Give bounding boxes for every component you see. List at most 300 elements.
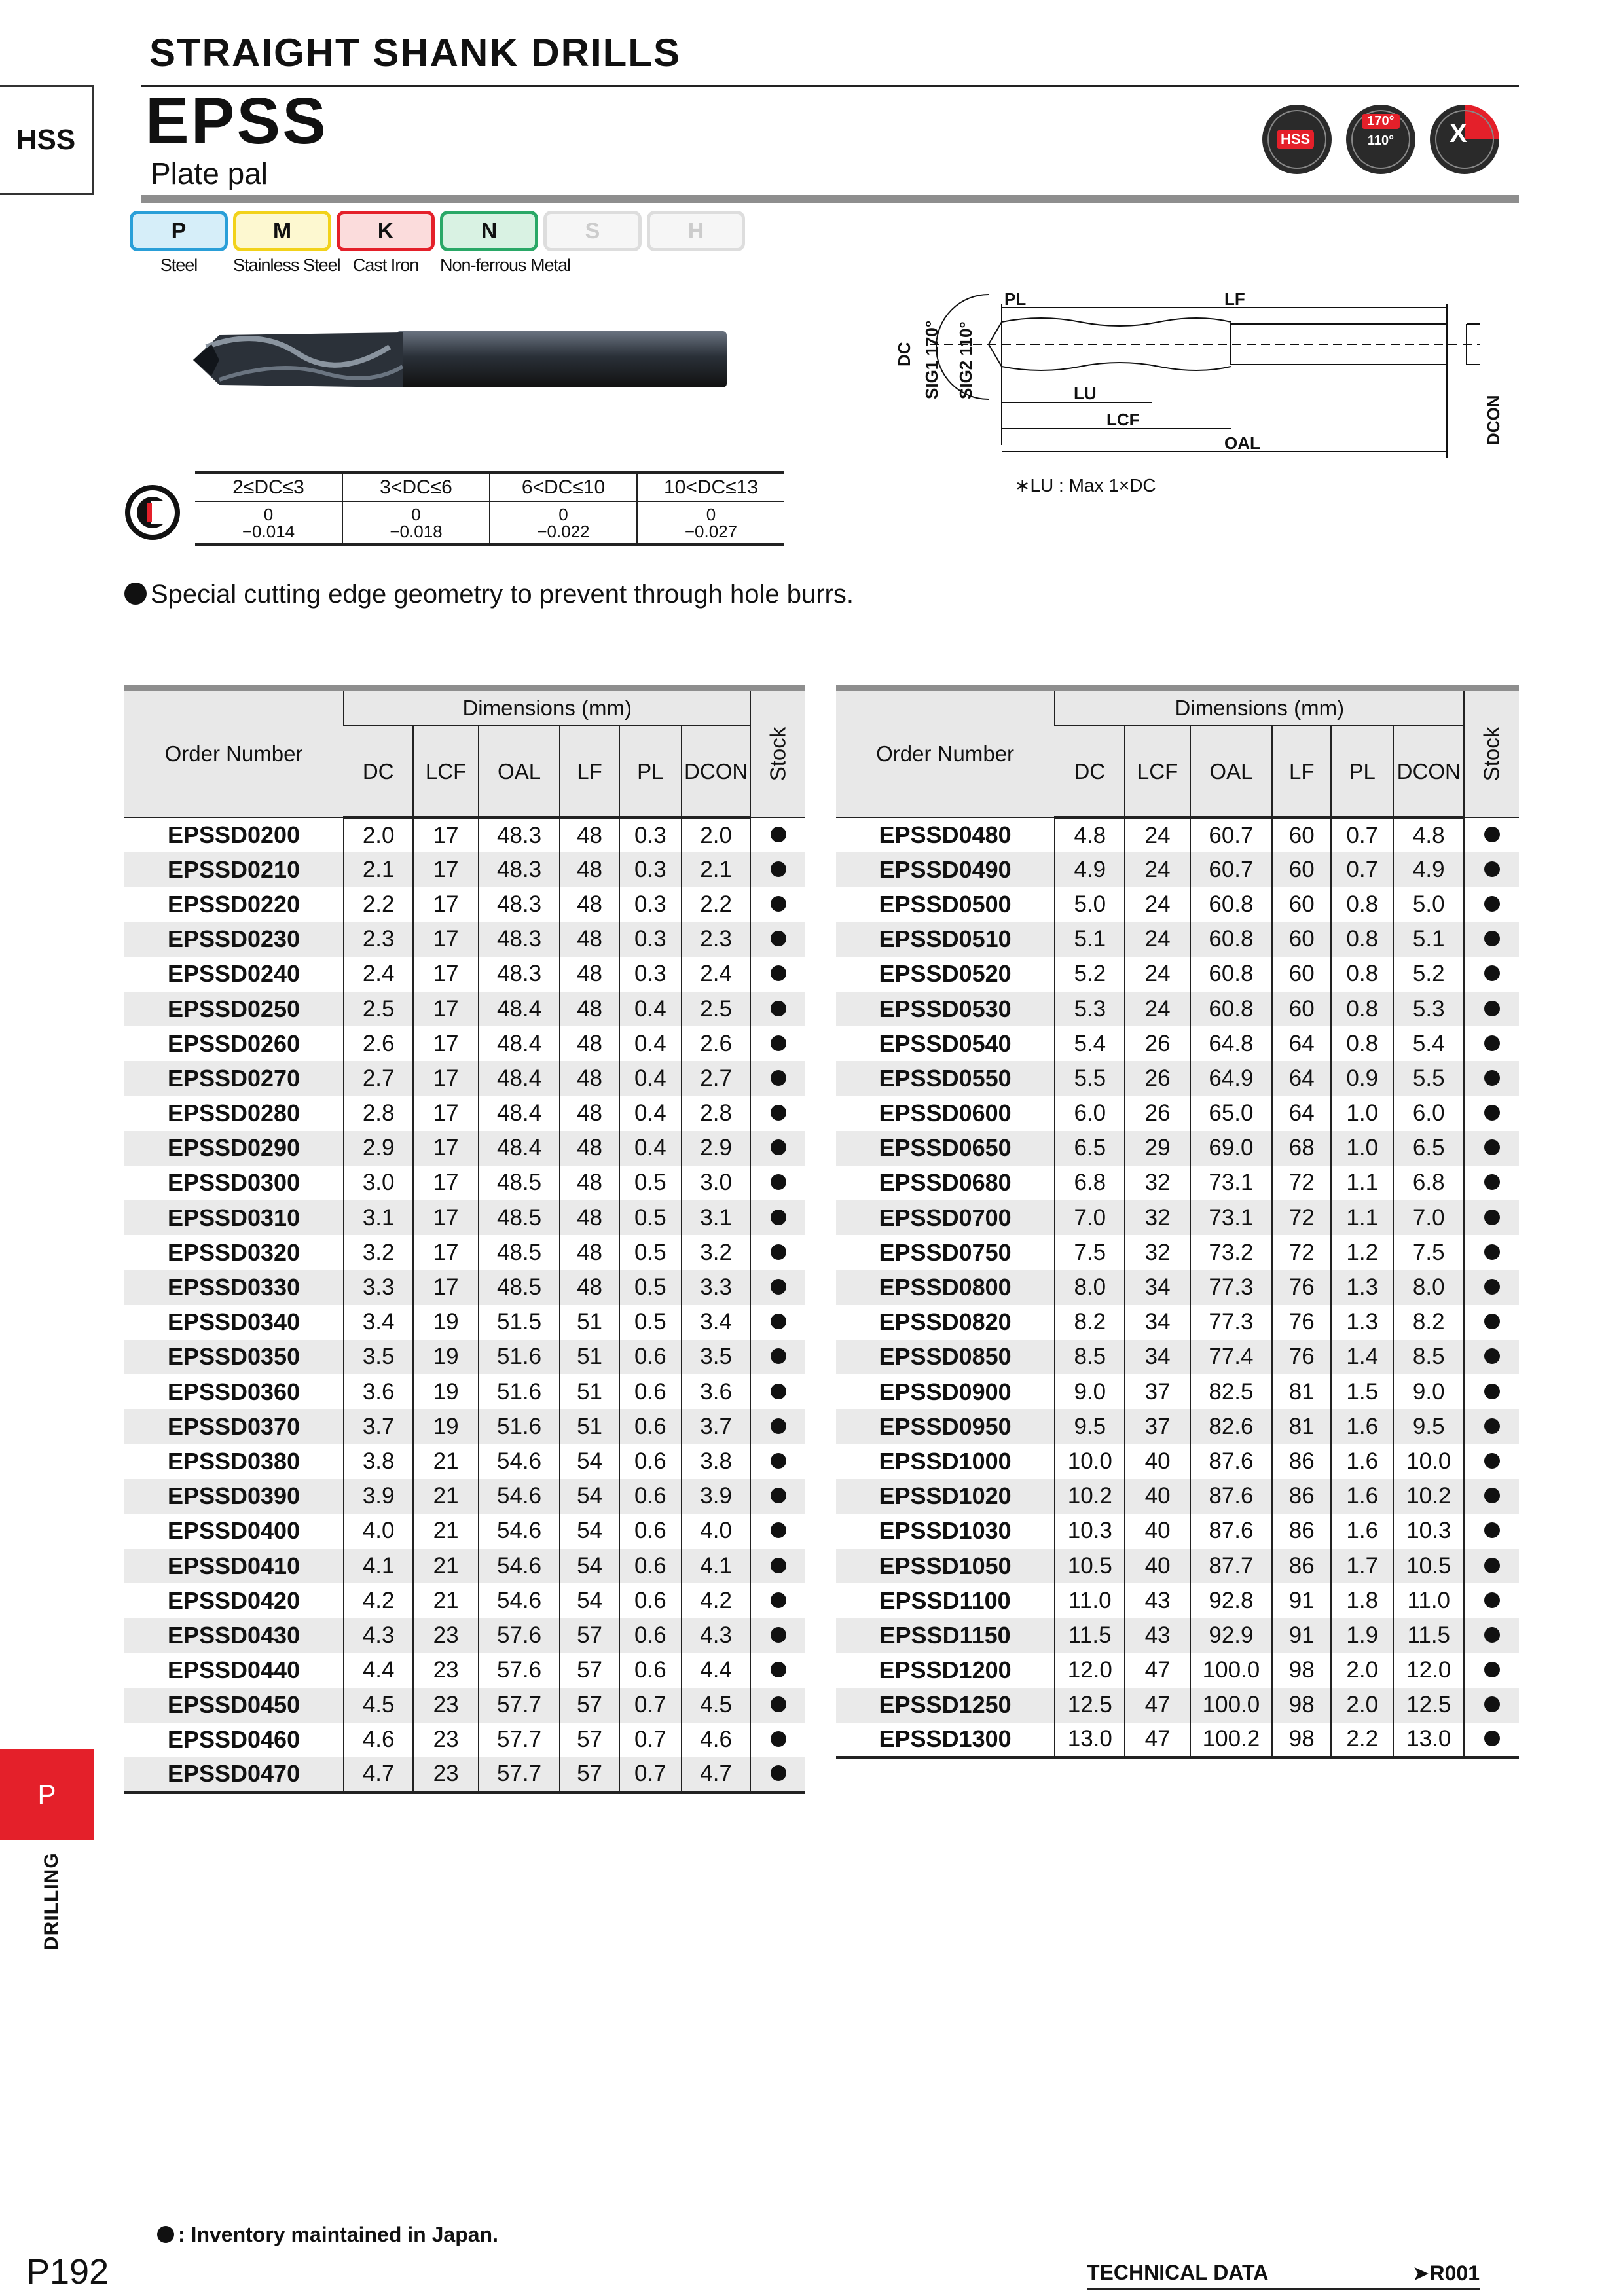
dc-value: 5.0 [1055,887,1125,922]
stock-cell [1464,1514,1519,1549]
order-number: EPSSD0750 [879,1238,1012,1266]
oal-value: 60.8 [1190,992,1272,1026]
lcf-value: 21 [413,1583,479,1618]
stock-cell [1464,992,1519,1026]
in-stock-dot-icon [1484,1592,1500,1608]
dc-value: 5.2 [1055,957,1125,992]
pl-value: 0.3 [619,852,682,887]
stock-cell [750,1096,805,1131]
pl-value: 0.8 [1331,1026,1393,1061]
pl-value: 0.6 [619,1514,682,1549]
dcon-value: 10.0 [1393,1444,1464,1479]
table-row [836,957,1519,992]
dc-value: 5.1 [1055,922,1125,957]
pl-value: 0.6 [619,1549,682,1583]
in-stock-dot-icon [771,1314,786,1329]
table-row [124,1235,805,1270]
dc-value: 10.5 [1055,1549,1125,1583]
stock-header [1464,688,1519,817]
in-stock-dot-icon [1484,1348,1500,1364]
dcon-value: 2.6 [682,1026,751,1061]
table-row [124,852,805,887]
col-dcon: DCON [1393,726,1464,817]
in-stock-dot-icon [1484,1210,1500,1225]
lf-value: 48 [560,1166,619,1200]
lcf-value: 43 [1125,1618,1190,1653]
lcf-value: 17 [413,992,479,1026]
pl-value: 1.1 [1331,1166,1393,1200]
lcf-value: 17 [413,887,479,922]
tolerance-value [637,501,784,545]
oal-value: 60.8 [1190,957,1272,992]
dcon-value: 8.0 [1393,1270,1464,1304]
tolerance-value [342,501,490,545]
lcf-value: 47 [1125,1688,1190,1723]
table-row [124,1131,805,1166]
dcon-value: 2.1 [682,852,751,887]
table-row [836,1200,1519,1235]
diagram-sig2: SIG2 110° [956,321,976,399]
order-number: EPSSD1150 [836,1618,1055,1653]
pl-value: 1.2 [1331,1235,1393,1270]
table-row [836,1305,1519,1340]
col-lf: LF [560,726,619,817]
pl-value: 1.3 [1331,1270,1393,1304]
oal-value: 69.0 [1190,1131,1272,1166]
stock-cell [750,1131,805,1166]
lcf-value: 17 [413,1270,479,1304]
table-row [124,1653,805,1688]
dc-value: 3.0 [344,1166,413,1200]
stock-cell [1464,817,1519,852]
tolerance-upper: 0 [706,504,716,524]
lf-value: 51 [560,1340,619,1374]
lf-value: 68 [1272,1131,1331,1166]
dcon-value: 4.7 [682,1757,751,1792]
category-title: STRAIGHT SHANK DRILLS [149,31,681,75]
pl-value: 0.8 [1331,957,1393,992]
material-code: P [130,211,228,251]
pl-value: 1.7 [1331,1549,1393,1583]
stock-cell [1464,1166,1519,1200]
in-stock-dot-icon [1484,1384,1500,1399]
dcon-value: 11.0 [1393,1583,1464,1618]
order-number: EPSSD1020 [836,1479,1055,1514]
lf-value: 64 [1272,1096,1331,1131]
title-rule [141,85,1519,87]
dc-value: 2.7 [344,1061,413,1096]
lcf-value: 32 [1125,1235,1190,1270]
dc-value: 4.2 [344,1583,413,1618]
dimensions-header: Dimensions (mm) [344,688,750,726]
dcon-value: 8.2 [1393,1305,1464,1340]
table-row [124,992,805,1026]
stock-cell [1464,1305,1519,1340]
pl-value: 0.6 [619,1618,682,1653]
dcon-value: 3.3 [682,1270,751,1304]
order-number: EPSSD0650 [836,1131,1055,1166]
in-stock-dot-icon [1484,1731,1500,1746]
dcon-value: 3.0 [682,1166,751,1200]
order-number: EPSSD0390 [124,1479,344,1514]
oal-value: 54.6 [479,1444,560,1479]
material-k [337,211,435,276]
diagram-lu: LU [1074,384,1097,403]
pl-value: 0.7 [619,1757,682,1792]
lcf-value: 23 [413,1757,479,1792]
in-stock-dot-icon [1484,1314,1500,1329]
table-row [836,1514,1519,1549]
stock-cell [750,1340,805,1374]
material-m [233,211,340,276]
order-number: EPSSD0950 [836,1409,1055,1444]
dc-value: 12.5 [1055,1688,1125,1723]
pl-value: 1.4 [1331,1340,1393,1374]
dc-value: 2.6 [344,1026,413,1061]
order-number: EPSSD0850 [836,1340,1055,1374]
table-row [836,1270,1519,1304]
lf-value: 98 [1272,1688,1331,1723]
in-stock-dot-icon [771,1731,786,1747]
dcon-value: 3.4 [682,1305,751,1340]
table-row [124,1409,805,1444]
dcon-value: 9.5 [1393,1409,1464,1444]
oal-value: 65.0 [1190,1096,1272,1131]
in-stock-dot-icon [771,1418,786,1434]
technical-data-link[interactable] [1087,2261,1480,2290]
stock-cell [750,1305,805,1340]
stock-cell [1464,1340,1519,1374]
stock-cell [1464,1235,1519,1270]
lf-value: 48 [560,1026,619,1061]
dcon-value: 5.2 [1393,957,1464,992]
stock-cell [750,1757,805,1792]
in-stock-dot-icon [771,1348,786,1364]
order-number: EPSSD0800 [836,1270,1055,1304]
order-number: EPSSD0230 [124,922,344,957]
dc-value: 4.9 [1055,852,1125,887]
dcon-value: 10.5 [1393,1549,1464,1583]
lcf-value: 17 [413,852,479,887]
product-table-right [836,685,1519,1759]
dcon-value: 3.1 [682,1200,751,1235]
dc-value: 4.6 [344,1723,413,1757]
material-label: Stainless Steel [233,255,340,275]
stock-cell [1464,957,1519,992]
dcon-value: 12.5 [1393,1688,1464,1723]
dcon-value: 6.5 [1393,1131,1464,1166]
oal-value: 64.9 [1190,1061,1272,1096]
dcon-value: 4.8 [1393,817,1464,852]
pl-value: 1.0 [1331,1131,1393,1166]
oal-value: 48.5 [479,1166,560,1200]
stock-cell [1464,852,1519,887]
lf-value: 86 [1272,1549,1331,1583]
lf-value: 72 [1272,1235,1331,1270]
stock-cell [1464,1583,1519,1618]
lf-value: 60 [1272,992,1331,1026]
order-number-header: Order Number [124,688,344,817]
in-stock-dot-icon [1484,1558,1500,1573]
table-row [124,1479,805,1514]
dc-value: 8.0 [1055,1270,1125,1304]
oal-value: 73.1 [1190,1200,1272,1235]
dc-value: 11.0 [1055,1583,1125,1618]
oal-value: 87.6 [1190,1444,1272,1479]
lcf-value: 26 [1125,1026,1190,1061]
oal-value: 60.8 [1190,887,1272,922]
material-code: N [440,211,538,251]
dcon-value: 10.2 [1393,1479,1464,1514]
lf-value: 51 [560,1374,619,1409]
oal-value: 87.6 [1190,1479,1272,1514]
lcf-value: 40 [1125,1549,1190,1583]
diagram-dcon: DCON [1484,395,1503,445]
point-angle-icon [1346,105,1415,174]
lf-value: 57 [560,1688,619,1723]
table-row [836,1479,1519,1514]
lf-value: 54 [560,1444,619,1479]
lf-value: 86 [1272,1514,1331,1549]
stock-cell [750,1061,805,1096]
in-stock-dot-icon [771,1035,786,1051]
tolerance-value [490,501,637,545]
lcf-value: 40 [1125,1479,1190,1514]
lf-value: 48 [560,957,619,992]
stock-cell [750,1444,805,1479]
oal-value: 51.5 [479,1305,560,1340]
order-number: EPSSD0400 [167,1517,301,1545]
dc-value: 2.3 [344,922,413,957]
stock-cell [1464,1409,1519,1444]
diagram-pl: PL [1004,289,1027,309]
dc-value: 13.0 [1055,1723,1125,1757]
table-row [124,1026,805,1061]
lf-value: 48 [560,1270,619,1304]
lf-value: 48 [560,1235,619,1270]
stock-cell [1464,1374,1519,1409]
lcf-value: 34 [1125,1270,1190,1304]
lcf-value: 24 [1125,887,1190,922]
order-number: EPSSD0490 [836,852,1055,887]
oal-value: 48.5 [479,1235,560,1270]
stock-cell [750,1618,805,1653]
order-number: EPSSD0250 [124,992,344,1026]
order-number: EPSSD0480 [879,821,1012,849]
dc-value: 3.6 [344,1374,413,1409]
feature-note [124,580,854,609]
dcon-value: 5.3 [1393,992,1464,1026]
dcon-value: 3.6 [682,1374,751,1409]
order-number: EPSSD0290 [124,1131,344,1166]
table-row [836,1723,1519,1757]
order-number: EPSSD0360 [167,1378,301,1405]
tolerance-lower: −0.014 [242,521,295,541]
dcon-value: 2.5 [682,992,751,1026]
pl-value: 1.6 [1331,1479,1393,1514]
in-stock-dot-icon [771,931,786,946]
material-label: Steel [160,255,198,275]
in-stock-dot-icon [771,1627,786,1643]
dc-value: 6.0 [1055,1096,1125,1131]
lcf-value: 24 [1125,852,1190,887]
pl-value: 1.9 [1331,1618,1393,1653]
dc-value: 6.8 [1055,1166,1125,1200]
order-number: EPSSD0500 [879,890,1012,918]
lf-value: 54 [560,1549,619,1583]
in-stock-dot-icon [1484,1035,1500,1051]
tolerance-upper: 0 [558,504,568,524]
stock-cell [750,1374,805,1409]
stock-cell [750,1514,805,1549]
lf-value: 57 [560,1618,619,1653]
pl-value: 0.4 [619,992,682,1026]
material-n [440,211,571,276]
lf-value: 76 [1272,1305,1331,1340]
stock-dot-icon [157,2226,174,2243]
order-number: EPSSD1100 [879,1587,1011,1614]
series-subtitle: Plate pal [151,156,268,190]
oal-value: 100.0 [1190,1688,1272,1723]
oal-value: 77.4 [1190,1340,1272,1374]
lcf-value: 17 [413,1096,479,1131]
pl-value: 1.6 [1331,1514,1393,1549]
table-row [836,1061,1519,1096]
pl-value: 0.3 [619,957,682,992]
lcf-value: 19 [413,1340,479,1374]
stock-cell [1464,1618,1519,1653]
pl-value: 0.6 [619,1340,682,1374]
table-row [836,1096,1519,1131]
tolerance-upper: 0 [263,504,274,524]
lcf-value: 19 [413,1374,479,1409]
diagram-lcf: LCF [1106,410,1140,429]
table-row [124,1583,805,1618]
col-dc: DC [344,726,413,817]
oal-value: 87.6 [1190,1514,1272,1549]
lf-value: 51 [560,1409,619,1444]
lf-value: 48 [560,992,619,1026]
in-stock-dot-icon [771,1279,786,1295]
lf-value: 91 [1272,1618,1331,1653]
pl-value: 0.6 [619,1479,682,1514]
dc-value: 4.3 [344,1618,413,1653]
oal-value: 60.7 [1190,852,1272,887]
oal-value: 57.7 [479,1723,560,1757]
in-stock-dot-icon [771,1765,786,1781]
header-bar [141,195,1519,203]
in-stock-dot-icon [771,1210,786,1225]
pl-value: 0.4 [619,1026,682,1061]
lf-value: 72 [1272,1166,1331,1200]
dc-value: 4.4 [344,1653,413,1688]
table-row [124,1549,805,1583]
in-stock-dot-icon [1484,1139,1500,1155]
pl-value: 0.5 [619,1305,682,1340]
lf-value: 48 [560,1061,619,1096]
dcon-value: 3.2 [682,1235,751,1270]
drill-product-image [180,321,730,399]
section-tab-p[interactable]: P [0,1749,94,1840]
in-stock-dot-icon [771,1592,786,1608]
oal-value: 48.3 [479,887,560,922]
oal-value: 73.2 [1190,1235,1272,1270]
lcf-value: 43 [1125,1583,1190,1618]
tolerance-table [195,471,784,546]
order-number: EPSSD0820 [879,1308,1012,1336]
tech-ref[interactable]: ➤R001 [1412,2261,1480,2285]
pl-value: 0.3 [619,922,682,957]
tech-label: TECHNICAL DATA [1087,2261,1269,2284]
oal-value: 57.6 [479,1653,560,1688]
lcf-value: 32 [1125,1200,1190,1235]
lf-value: 86 [1272,1479,1331,1514]
dcon-value: 2.4 [682,957,751,992]
in-stock-dot-icon [1484,965,1500,981]
table-row [836,922,1519,957]
order-number: EPSSD0370 [124,1409,344,1444]
lcf-value: 32 [1125,1166,1190,1200]
lf-value: 57 [560,1723,619,1757]
lcf-value: 24 [1125,922,1190,957]
lcf-value: 17 [413,1061,479,1096]
lf-value: 98 [1272,1723,1331,1757]
lf-value: 48 [560,887,619,922]
table-row [836,992,1519,1026]
dc-value: 2.5 [344,992,413,1026]
in-stock-dot-icon [771,1001,786,1016]
dcon-value: 3.8 [682,1444,751,1479]
dc-value: 7.5 [1055,1235,1125,1270]
col-pl: PL [619,726,682,817]
dcon-value: 4.5 [682,1688,751,1723]
pl-value: 0.4 [619,1061,682,1096]
section-label-drilling: DRILLING [41,1852,62,1950]
lf-value: 60 [1272,922,1331,957]
lf-value: 48 [560,1096,619,1131]
tolerance-range: 3<DC≤6 [342,473,490,501]
oal-value: 51.6 [479,1409,560,1444]
in-stock-dot-icon [1484,1244,1500,1260]
lf-value: 51 [560,1305,619,1340]
dcon-value: 2.7 [682,1061,751,1096]
stock-cell [1464,1096,1519,1131]
in-stock-dot-icon [771,1696,786,1712]
hss-badge-label: HSS [1277,130,1314,149]
stock-cell [750,1653,805,1688]
col-lcf: LCF [1125,726,1190,817]
pl-value: 0.6 [619,1374,682,1409]
in-stock-dot-icon [771,827,786,842]
dc-value: 3.7 [344,1409,413,1444]
in-stock-dot-icon [771,1105,786,1121]
table-row [124,1200,805,1235]
order-number: EPSSD0220 [167,890,301,918]
lcf-value: 24 [1125,817,1190,852]
in-stock-dot-icon [1484,896,1500,912]
order-number: EPSSD1030 [879,1517,1012,1545]
dcon-value: 2.0 [682,817,751,852]
stock-cell [750,887,805,922]
dcon-value: 2.9 [682,1131,751,1166]
dc-value: 2.9 [344,1131,413,1166]
oal-value: 100.2 [1190,1723,1272,1757]
dcon-value: 4.0 [682,1514,751,1549]
col-dc: DC [1055,726,1125,817]
dc-value: 6.5 [1055,1131,1125,1166]
table-row [836,1235,1519,1270]
series-name: EPSS [145,84,328,158]
